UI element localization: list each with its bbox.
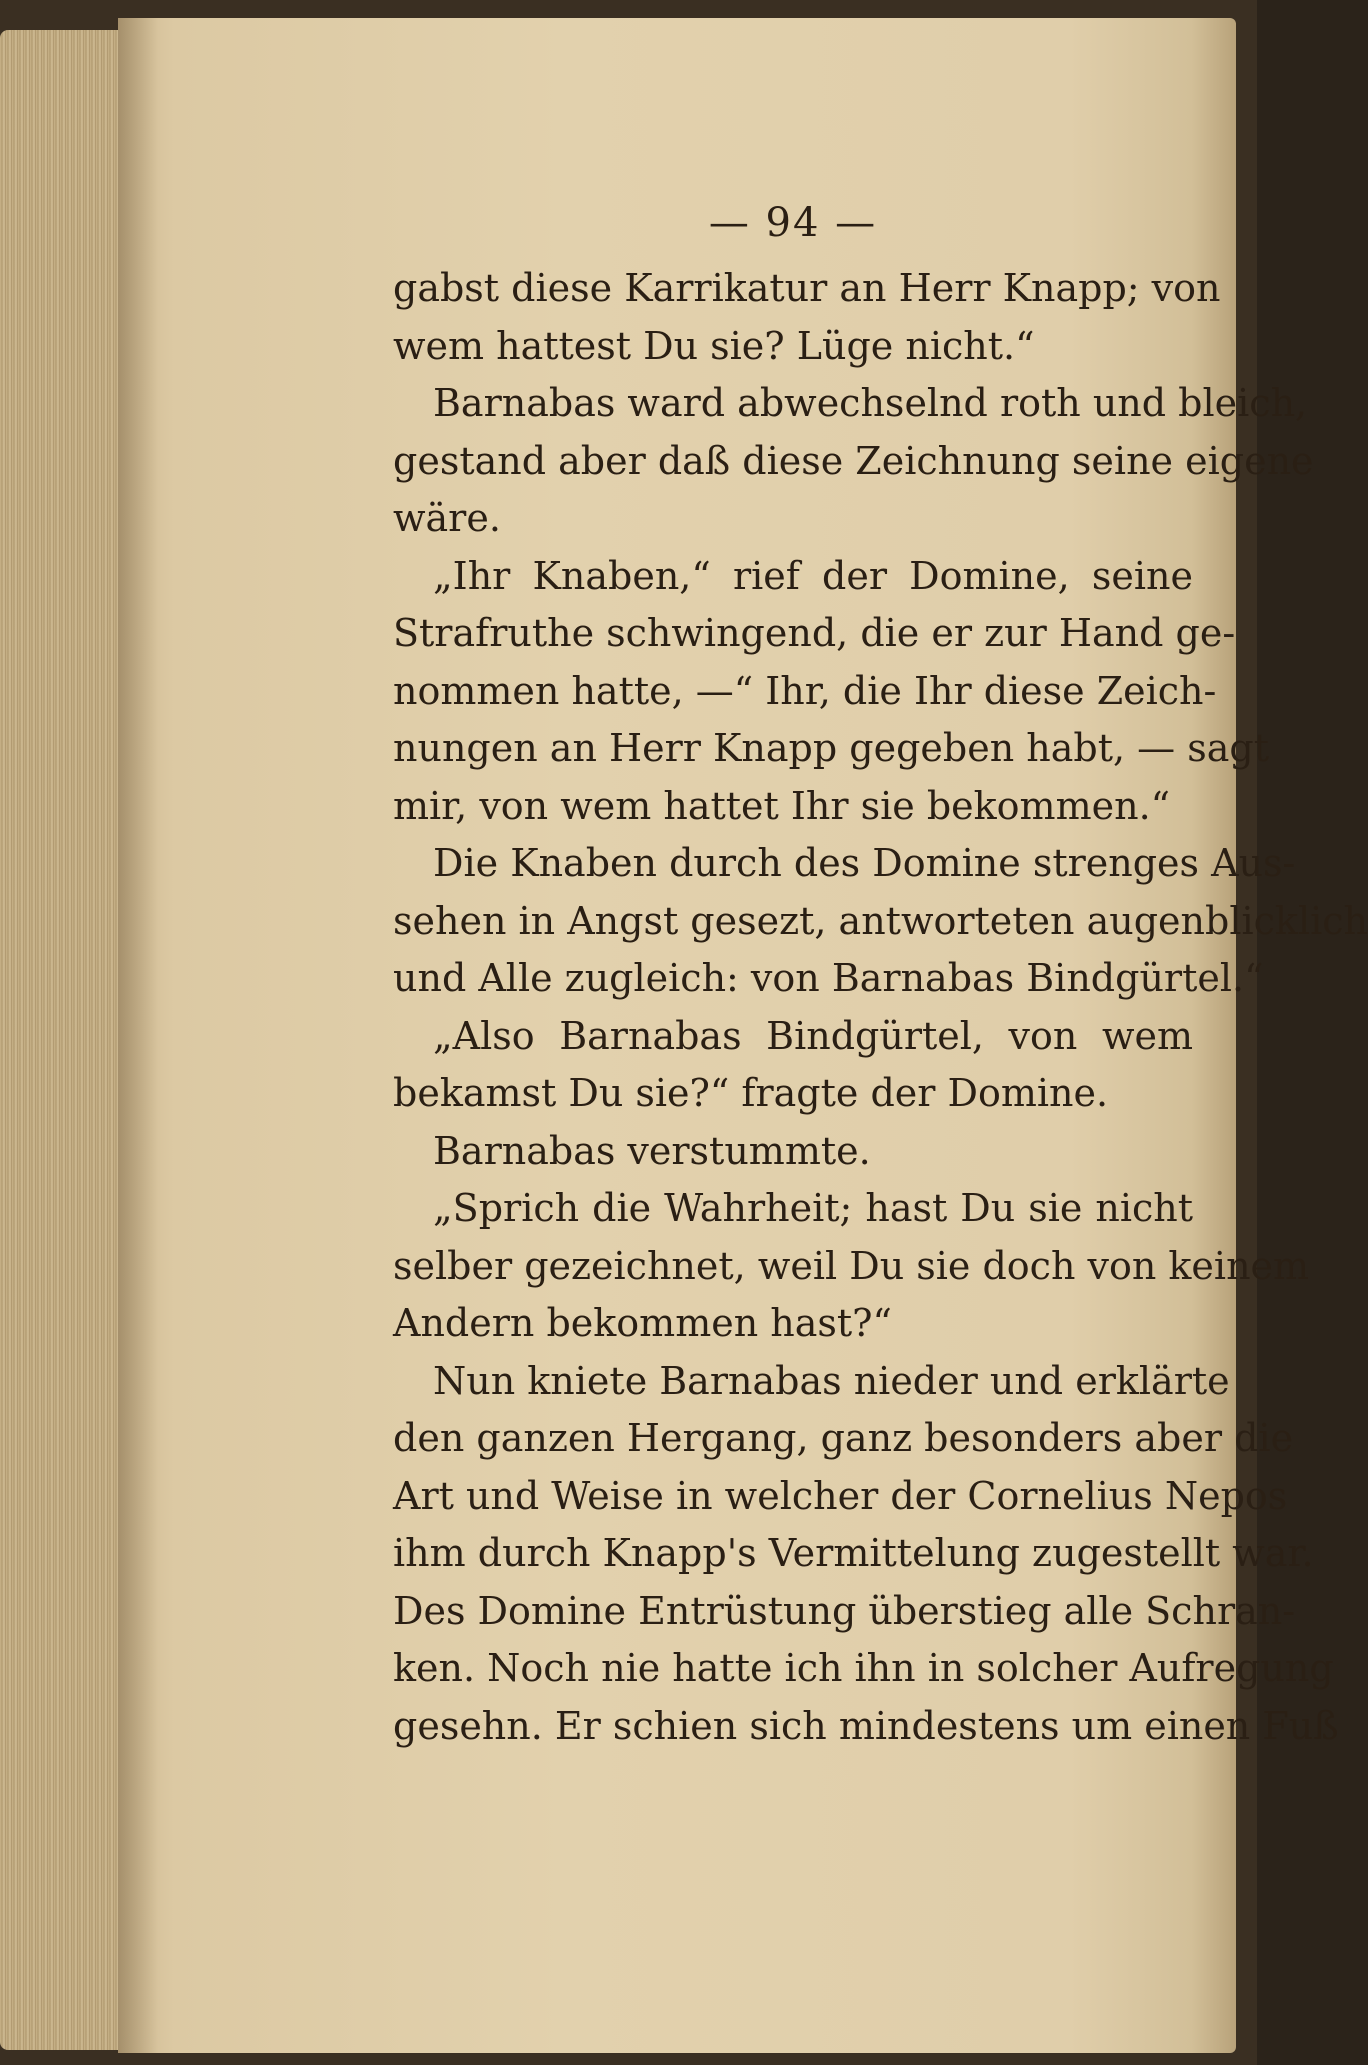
- text-line: gesehn. Er schien sich mindestens um einen Fuß: [393, 1703, 1339, 1748]
- text-line: Andern bekommen hast?“: [393, 1301, 892, 1345]
- text-line: und Alle zugleich: von Barnabas Bindgürtel.“: [393, 956, 1264, 1000]
- text-line: den ganzen Hergang, ganz besonders aber die: [393, 1416, 1294, 1460]
- text-line: „Sprich die Wahrheit; hast Du sie nicht: [433, 1186, 1193, 1230]
- text-line: Strafruthe schwingend, die er zur Hand ge-: [393, 611, 1236, 655]
- text-line: gestand aber daß diese Zeichnung seine eigene: [393, 438, 1314, 483]
- text-line: Art und Weise in welcher der Cornelius Nepos: [393, 1473, 1288, 1518]
- page-number: — 94 —: [708, 200, 878, 246]
- text-line: Barnabas ward abwechselnd roth und bleich,: [433, 381, 1308, 425]
- text-line: Barnabas verstummte.: [433, 1128, 871, 1173]
- body-text: [393, 260, 1368, 1755]
- text-line: wäre.: [393, 496, 501, 540]
- text-line: mir, von wem hattet Ihr sie bekommen.“: [393, 783, 1171, 828]
- page-edges: [0, 30, 120, 2050]
- text-line: nommen hatte, —“ Ihr, die Ihr diese Zeich-: [393, 668, 1217, 713]
- text-line: selber gezeichnet, weil Du sie doch von keinem: [393, 1243, 1310, 1288]
- text-line: bekamst Du sie?“ fragte der Domine.: [393, 1071, 1109, 1115]
- text-line: sehen in Angst gesezt, antworteten augenblicklich: [393, 898, 1368, 943]
- text-line: Die Knaben durch des Domine strenges Aus-: [433, 841, 1296, 885]
- text-line: ihm durch Knapp's Vermittelung zugestellt war.: [393, 1531, 1314, 1575]
- text-line: „Also Barnabas Bindgürtel, von wem: [433, 1013, 1193, 1058]
- text-line: nungen an Herr Knapp gegeben habt, — sagt: [393, 726, 1269, 770]
- text-line: wem hattest Du sie? Lüge nicht.“: [393, 323, 1035, 368]
- gutter-shadow: [118, 18, 158, 2053]
- text-line: „Ihr Knaben,“ rief der Domine, seine: [433, 553, 1193, 598]
- text-line: ken. Noch nie hatte ich ihn in solcher Aufregung: [393, 1646, 1334, 1690]
- text-line: Des Domine Entrüstung überstieg alle Schran-: [393, 1588, 1296, 1633]
- text-line: gabst diese Karrikatur an Herr Knapp; von: [393, 266, 1221, 310]
- text-line: Nun kniete Barnabas nieder und erklärte: [433, 1358, 1230, 1403]
- text-block: [393, 195, 1368, 1755]
